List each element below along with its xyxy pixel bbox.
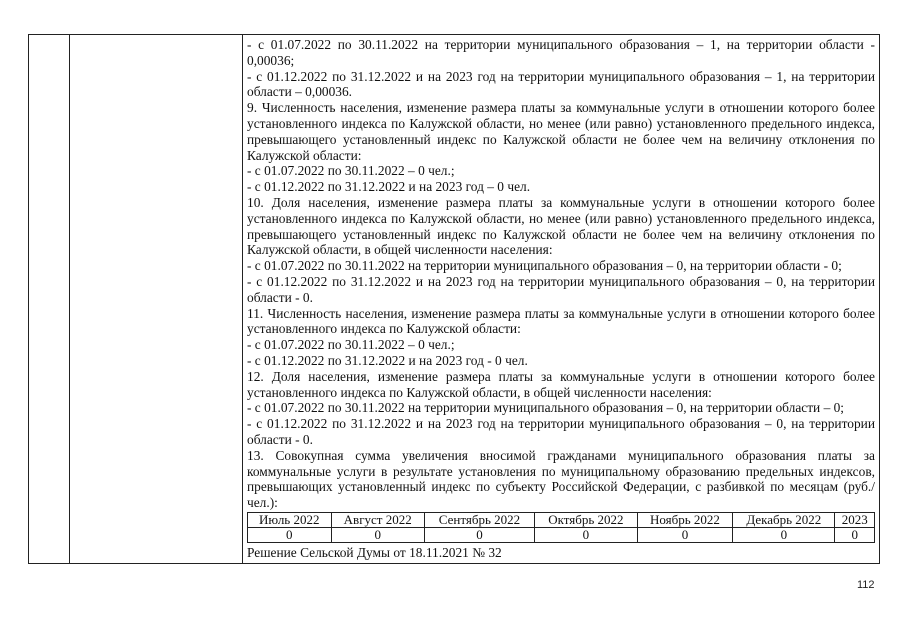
paragraph: - с 01.12.2022 по 31.12.2022 и на 2023 год на территории муниципального образования – 1, на территории области – 0,00036. <box>247 68 875 100</box>
table-header-cell: 2023 <box>835 512 875 527</box>
table-header-row <box>248 512 875 527</box>
table-cell: 0 <box>835 527 875 542</box>
table-cell: 0 <box>331 527 424 542</box>
table-cell: 0 <box>248 527 332 542</box>
table-cell: 0 <box>535 527 638 542</box>
table-cell-content <box>247 37 875 561</box>
column-divider-1 <box>69 35 70 563</box>
paragraph: 13. Совокупная сумма увеличения вносимой гражданами муниципального образования платы за коммунальные услуги в результате установления по муниципальному образованию предельных индексов, превышающих установленный индекс по субъекту Российской Федерации, с разбивкой по месяцам (руб./чел.): <box>247 447 875 511</box>
table-header-cell: Сентябрь 2022 <box>424 512 534 527</box>
table-header-cell: Ноябрь 2022 <box>637 512 733 527</box>
paragraph: - с 01.12.2022 по 31.12.2022 и на 2023 год на территории муниципального образования – 0, на территории области - 0. <box>247 416 875 447</box>
table-header-cell: Июль 2022 <box>248 512 332 527</box>
paragraph: - с 01.12.2022 по 31.12.2022 и на 2023 год - 0 чел. <box>247 352 528 368</box>
paragraph: - с 01.07.2022 по 30.11.2022 – 0 чел.; <box>247 337 455 353</box>
document-table <box>28 34 880 564</box>
paragraph: - с 01.07.2022 по 30.11.2022 – 0 чел.; <box>247 163 455 179</box>
paragraph: - с 01.07.2022 по 30.11.2022 на территории муниципального образования – 1, на территории области - 0,00036; <box>247 37 875 68</box>
column-divider-2 <box>242 35 243 563</box>
table-header-cell: Декабрь 2022 <box>733 512 835 527</box>
table-header-cell: Октябрь 2022 <box>535 512 638 527</box>
monthly-amounts-table <box>247 512 875 543</box>
paragraph: - с 01.12.2022 по 31.12.2022 и на 2023 год на территории муниципального образования – 0, на территории области - 0. <box>247 273 875 305</box>
paragraph: 10. Доля населения, изменение размера платы за коммунальные услуги в отношении которого более установленного индекса по Калужской области, но менее (или равно) установленного предельного индекса, превышающего установленный индекс по Калужской области не более чем на величину отклонения по Калужской области, в общей численности населения: <box>247 194 875 258</box>
paragraph: 11. Численность населения, изменение размера платы за коммунальные услуги в отношении которого более установленного индекса по Калужской области: <box>247 305 875 337</box>
table-cell: 0 <box>733 527 835 542</box>
paragraph: 12. Доля населения, изменение размера платы за коммунальные услуги в отношении которого более установленного индекса по Калужской области, в общей численности населения: <box>247 368 875 400</box>
paragraph: 9. Численность населения, изменение размера платы за коммунальные услуги в отношении которого более установленного индекса по Калужской области, но менее (или равно) установленного предельного индекса, превышающего установленный индекс по Калужской области не более чем на величину отклонения по Калужской области: <box>247 100 875 163</box>
table-header-cell: Август 2022 <box>331 512 424 527</box>
table-cell: 0 <box>637 527 733 542</box>
paragraph: - с 01.07.2022 по 30.11.2022 на территории муниципального образования – 0, на территории области – 0; <box>247 400 845 416</box>
decision-reference: Решение Сельской Думы от 18.11.2021 № 32 <box>247 544 502 560</box>
page-number: 112 <box>857 579 875 591</box>
paragraph: - с 01.07.2022 по 30.11.2022 на территории муниципального образования – 0, на территории области - 0; <box>247 258 842 274</box>
table-row <box>248 527 875 542</box>
table-cell: 0 <box>424 527 534 542</box>
paragraph: - с 01.12.2022 по 31.12.2022 и на 2023 год – 0 чел. <box>247 179 531 195</box>
